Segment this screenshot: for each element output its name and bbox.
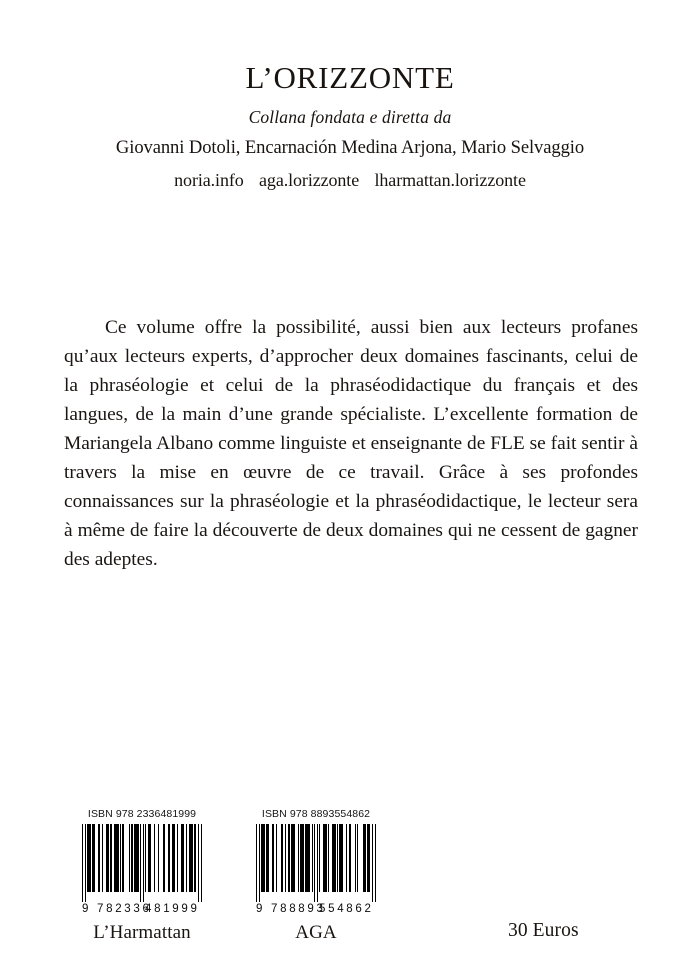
barcode-digit-lead: 9 [256, 903, 263, 915]
series-link-aga: aga.lorizzonte [259, 169, 360, 190]
barcode-unit-aga [241, 808, 391, 944]
barcode-digits [256, 902, 376, 916]
barcode-image-lharmattan [82, 824, 202, 902]
barcode-digits-left: 782336 [97, 903, 152, 915]
isbn-label: ISBN 978 2336481999 [87, 808, 197, 820]
series-links [0, 170, 700, 191]
series-link-noria: noria.info [174, 169, 244, 190]
barcode-digits-right: 481999 [145, 903, 200, 915]
barcode-area [0, 808, 700, 968]
barcode-digits-left: 788893 [271, 903, 326, 915]
series-masthead [0, 62, 700, 191]
barcode-image-aga [256, 824, 376, 902]
series-title: L’ORIZZONTE [245, 60, 455, 95]
series-link-lharmattan: lharmattan.lorizzonte [374, 169, 526, 190]
barcode-digits-right: 554862 [319, 903, 374, 915]
series-subtitle: Collana fondata e diretta da [248, 106, 452, 127]
series-editors: Giovanni Dotoli, Encarnación Medina Arjona, Mario Selvaggio [115, 136, 585, 158]
publisher-name-lharmattan: L’Harmattan [93, 922, 191, 943]
barcode-digit-lead: 9 [82, 903, 89, 915]
barcode-digits [82, 902, 202, 916]
back-cover-blurb: Ce volume offre la possibilité, aussi bien aux lecteurs profanes qu’aux lecteurs experts, d’approcher deux domaines fascinants, celui de la phraséologie et celui de la phraséodidactique du français et des langues, de la main d’une grande spécialiste. L’excellente formation de Mariangela Albano comme linguiste et enseignante de FLE se fait sentir à travers la mise en œuvre de ce travail. Grâce à ses profondes connaissances sur la phraséologie et la phraséodidactique, le lecteur sera à même de faire la découverte de deux domaines qui ne cessent de gagner des adeptes. [64, 317, 638, 570]
price-label: 30 Euros [508, 920, 579, 941]
isbn-label: ISBN 978 8893554862 [261, 808, 371, 820]
barcode-unit-lharmattan [67, 808, 217, 944]
publisher-name-aga: AGA [295, 922, 337, 943]
